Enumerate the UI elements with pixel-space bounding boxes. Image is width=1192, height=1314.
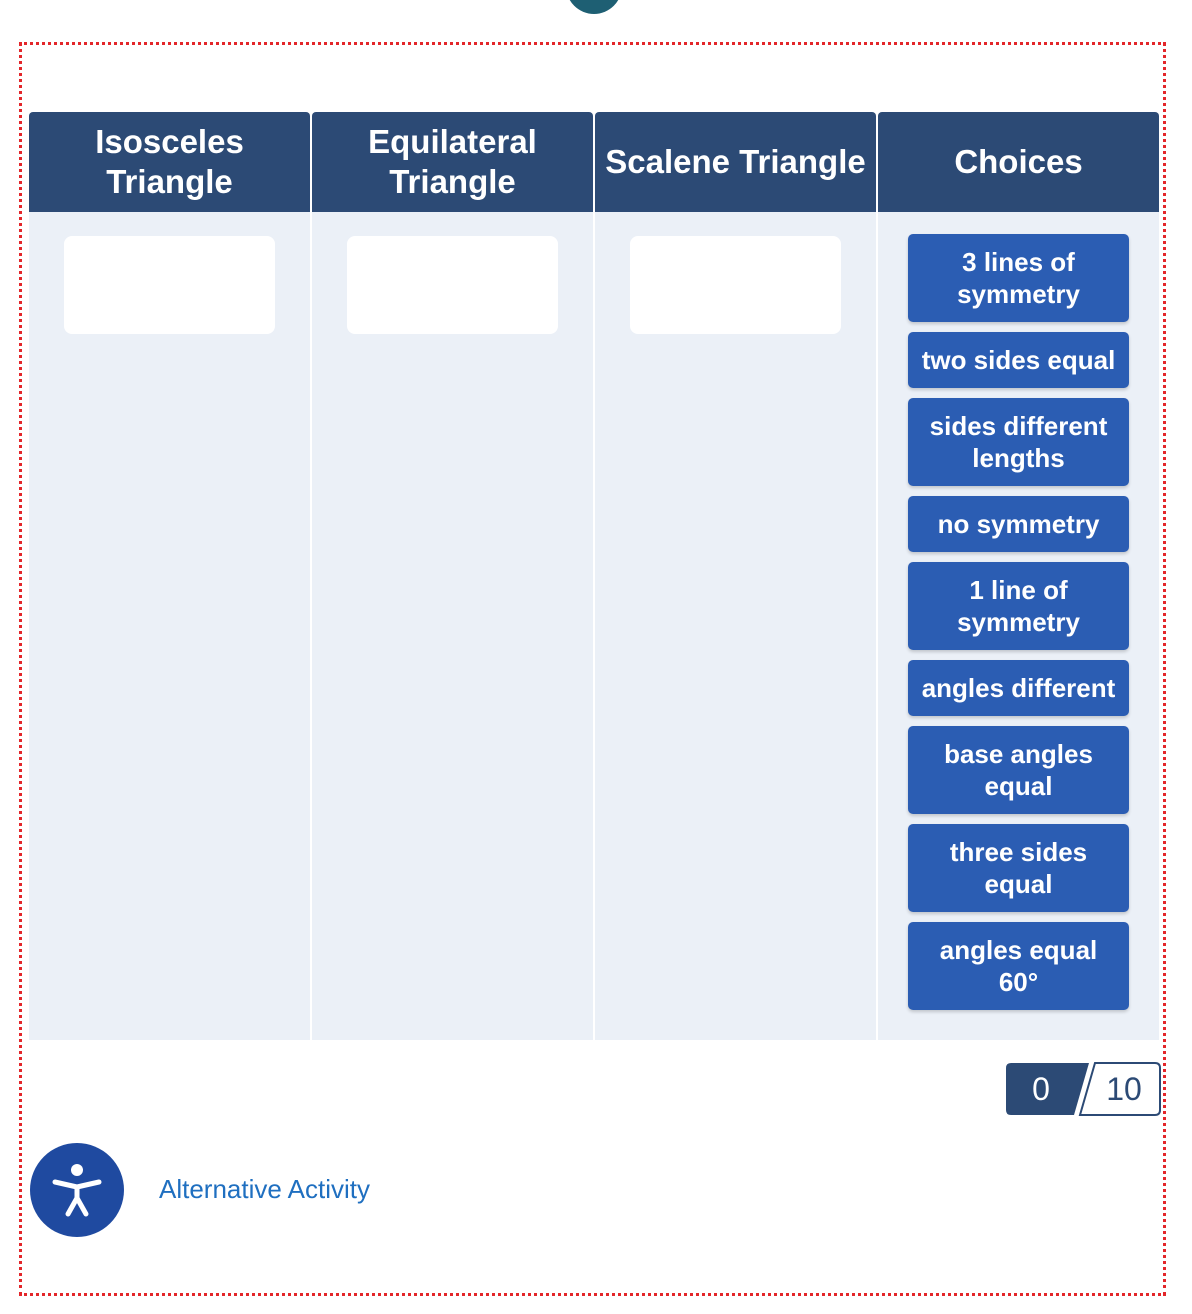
score-current: 0	[1032, 1071, 1050, 1107]
alternative-activity-link[interactable]: Alternative Activity	[159, 1174, 370, 1204]
accessibility-icon	[30, 1143, 124, 1237]
column-header-scalene: Scalene Triangle	[595, 112, 876, 212]
column-body-scalene	[595, 212, 876, 1040]
choice-chip[interactable]: 3 lines of symmetry	[908, 234, 1129, 322]
drop-zone-scalene[interactable]	[630, 236, 841, 334]
choice-chip[interactable]: base angles equal	[908, 726, 1129, 814]
choice-chip[interactable]: angles different	[908, 660, 1129, 716]
column-scalene	[595, 112, 876, 1040]
choice-chip[interactable]: three sides equal	[908, 824, 1129, 912]
column-header-equilateral: Equilateral Triangle	[312, 112, 593, 212]
drop-zone-isosceles[interactable]	[64, 236, 275, 334]
choices-list	[878, 212, 1159, 1040]
sort-columns	[29, 112, 1159, 1040]
column-body-isosceles	[29, 212, 310, 1040]
choice-chip[interactable]: sides different lengths	[908, 398, 1129, 486]
column-body-equilateral	[312, 212, 593, 1040]
column-isosceles	[29, 112, 310, 1040]
choice-chip[interactable]: angles equal 60°	[908, 922, 1129, 1010]
column-header-isosceles: Isosceles Triangle	[29, 112, 310, 212]
column-header-choices: Choices	[878, 112, 1159, 212]
choice-chip[interactable]: no symmetry	[908, 496, 1129, 552]
column-choices	[878, 112, 1159, 1040]
drop-zone-equilateral[interactable]	[347, 236, 558, 334]
top-status-circle	[566, 0, 622, 14]
score-counter	[1005, 1062, 1161, 1116]
accessibility-button[interactable]	[30, 1143, 124, 1237]
score-total: 10	[1106, 1071, 1142, 1107]
choice-chip[interactable]: two sides equal	[908, 332, 1129, 388]
column-equilateral	[312, 112, 593, 1040]
choice-chip[interactable]: 1 line of symmetry	[908, 562, 1129, 650]
